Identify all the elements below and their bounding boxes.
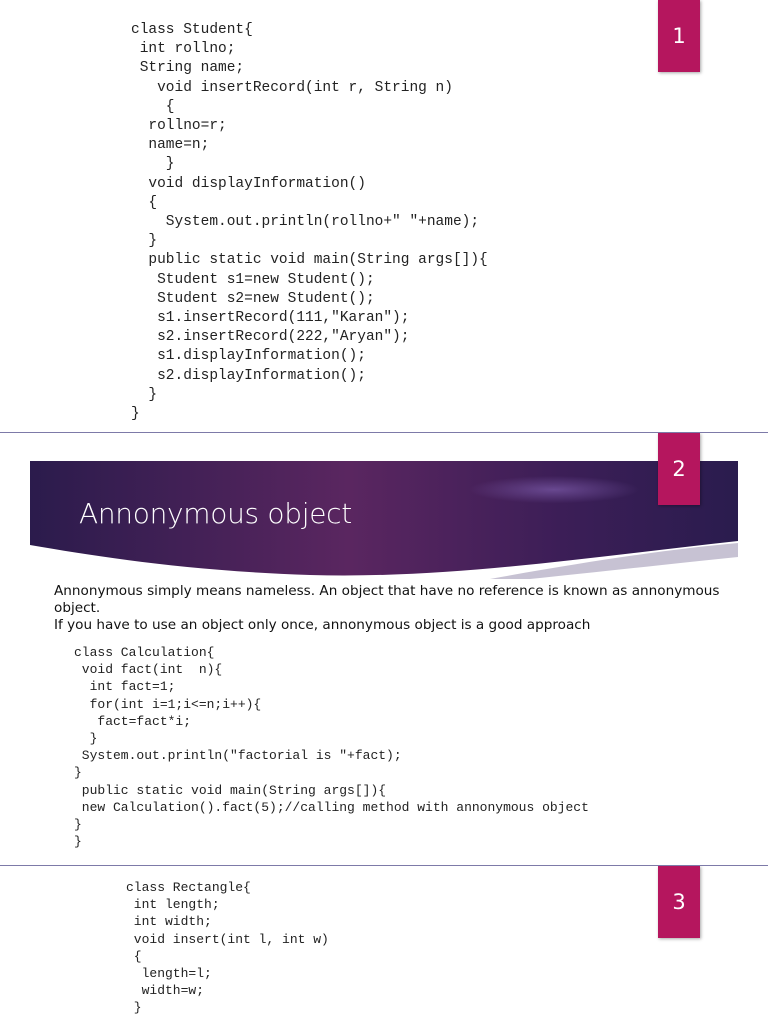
- code-block-rectangle: class Rectangle{ int length; int width; void insert(int l, int w) { length=l; width=w; }: [126, 880, 329, 1016]
- code-block-calculation: class Calculation{ void fact(int n){ int fact=1; for(int i=1;i<=n;i++){ fact=fact*i; } System.out.println("factorial is "+fact); } public static void main(String args[]){ new Calculation().fact(5);//calling method with annonymous object } }: [74, 645, 589, 850]
- usage-paragraph: If you have to use an object only once, annonymous object is a good approach: [54, 617, 591, 634]
- code-block-student: class Student{ int rollno; String name; void insertRecord(int r, String n) { rollno=r; name=n; } void displayInformation() { System.out.println(rollno+" "+name); } public static void main(String args[]){ Student s1=new Student(); Student s2=new Student(); s1.insertRecord(111,"Karan"); s2.insertRecord(222,"Aryan"); s1.displayInformation(); s2.displayInformation(); } }: [131, 22, 488, 423]
- definition-paragraph: Annonymous simply means nameless. An object that have no reference is known as annonymous object.: [54, 583, 720, 617]
- slide-3: [0, 866, 768, 1024]
- slide-title: Annonymous object: [79, 497, 352, 530]
- slide-body-text: [54, 583, 744, 635]
- slide-1: [0, 0, 768, 432]
- slide-2: [0, 433, 768, 865]
- slide-number-badge: 1: [658, 0, 700, 72]
- slide-number-badge: 2: [658, 433, 700, 505]
- slide-number-badge: 3: [658, 866, 700, 938]
